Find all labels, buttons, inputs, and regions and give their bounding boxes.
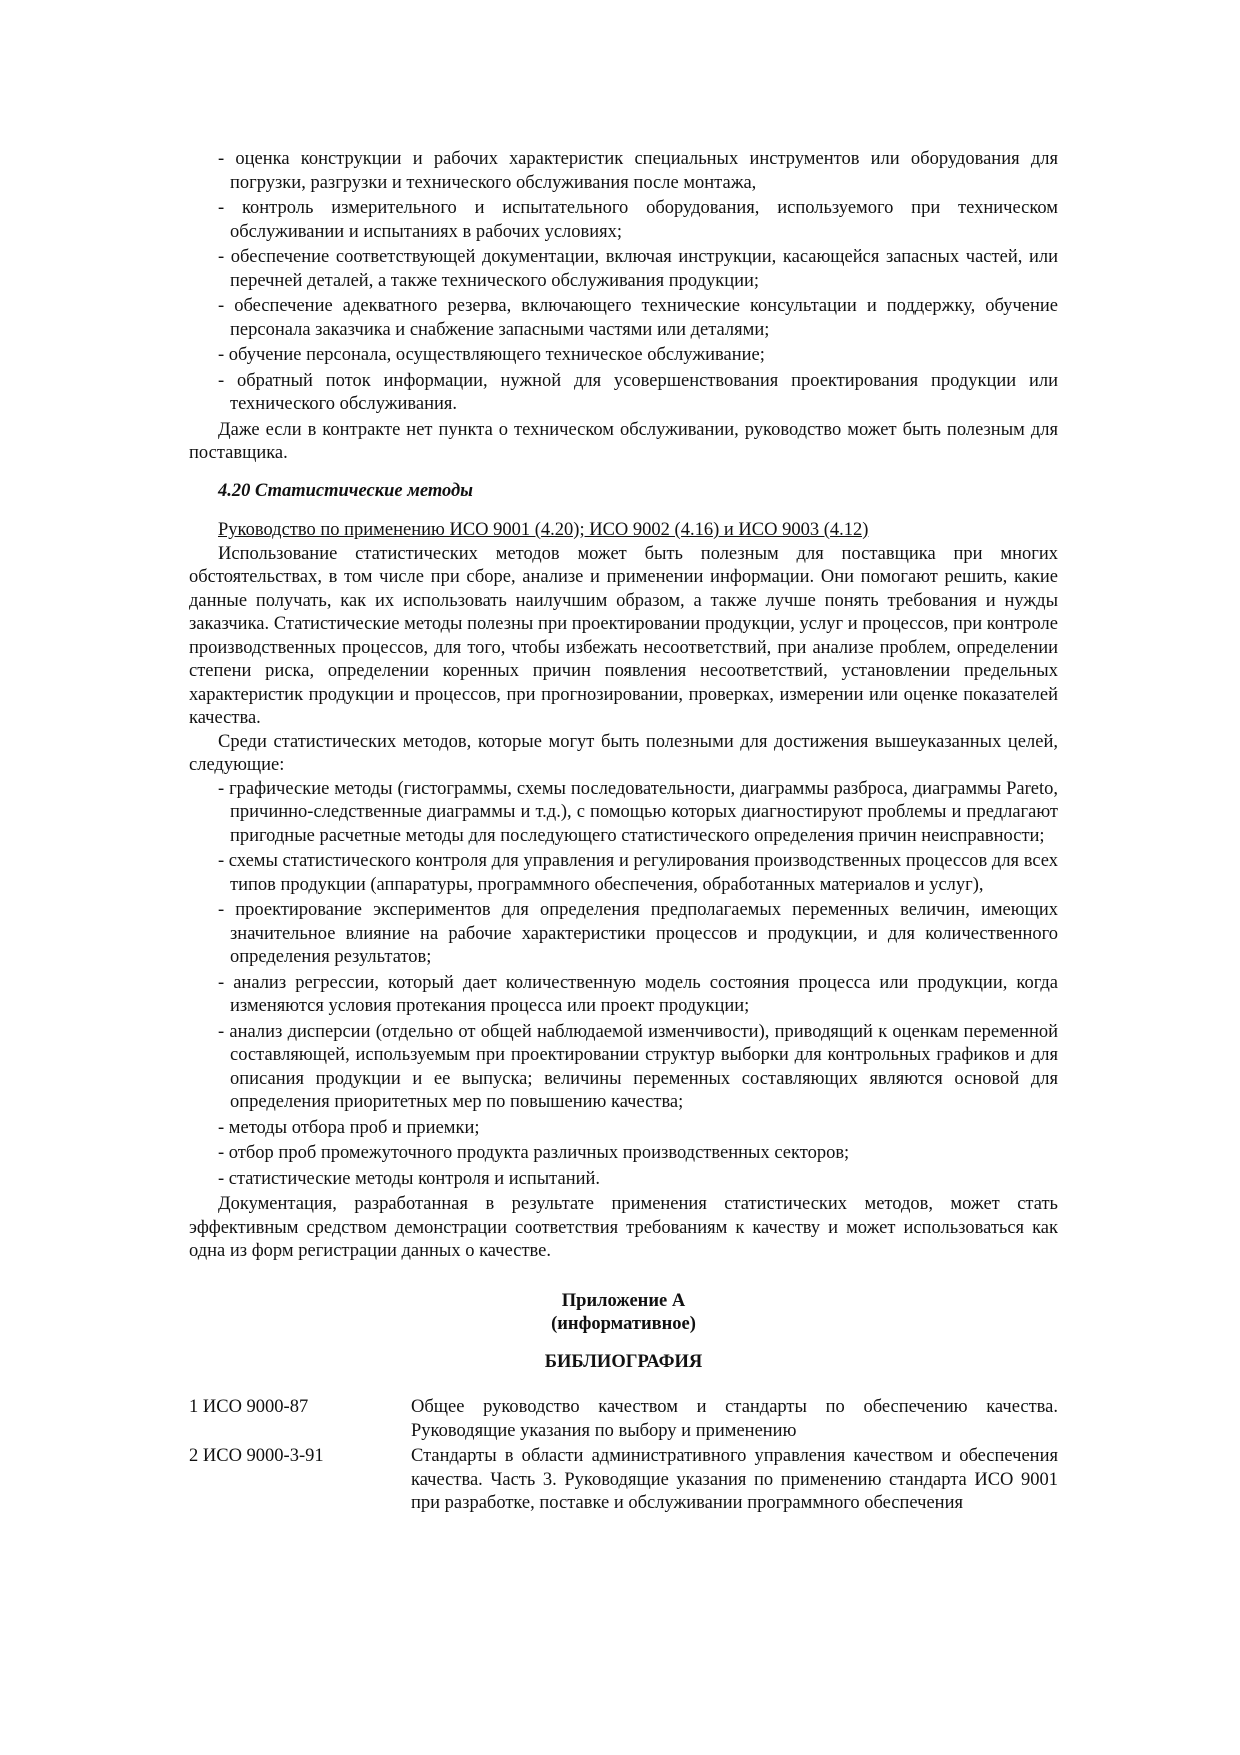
document-page xyxy=(189,148,1058,1518)
annex-title: Приложение А xyxy=(561,1290,686,1311)
bibliography-description: Стандарты в области административного управления качеством и обеспечения качества. Часть 3. Руководящие указания по применению стандарта ИСО 9001 при разработке, поставке и обслуживании программного обеспечения xyxy=(411,1446,1058,1513)
list-item: - анализ дисперсии (отдельно от общей наблюдаемой изменчивости), приводящий к оценкам переменной составляющей, используемым при проектировании структур выборки для контрольных графиков и для описания продукции и ее выпуска; величины переменных составляющих являются основой для определения приоритетных мер по повышению качества; xyxy=(218,1021,1058,1112)
list-item: - обеспечение соответствующей документации, включая инструкции, касающейся запасных частей, или перечней деталей, а также технического обслуживания продукции; xyxy=(218,247,1058,291)
list-item: - обратный поток информации, нужной для усовершенствования проектирования продукции или технического обслуживания. xyxy=(218,370,1058,414)
list-item: - проектирование экспериментов для определения предполагаемых переменных величин, имеющих значительное влияние на рабочие характеристики процессов и продукции, и для количественного определения результатов; xyxy=(218,900,1058,967)
bibliography-entry xyxy=(189,1445,1058,1516)
list-item: - схемы статистического контроля для управления и регулирования производственных процессов для всех типов продукции (аппаратуры, программного обеспечения, обработанных материалов и услуг), xyxy=(218,851,1058,895)
bibliography-heading: БИБЛИОГРАФИЯ xyxy=(544,1351,703,1372)
maintenance-list xyxy=(189,148,1058,417)
list-item: - обеспечение адекватного резерва, включающего технические консультации и поддержку, обучение персонала заказчика и снабжение запасными частями или деталями; xyxy=(218,296,1058,340)
bibliography-entry xyxy=(189,1396,1058,1443)
list-item: - оценка конструкции и рабочих характеристик специальных инструментов или оборудования для погрузки, разгрузки и технического обслуживания после монтажа, xyxy=(218,149,1058,193)
list-item: - отбор проб промежуточного продукта различных производственных секторов; xyxy=(218,1143,850,1163)
list-item: - обучение персонала, осуществляющего техническое обслуживание; xyxy=(218,345,765,365)
paragraph-contract: Даже если в контракте нет пункта о техническом обслуживании, руководство может быть полезным для поставщика. xyxy=(189,419,1058,463)
paragraph-documentation: Документация, разработанная в результате применения статистических методов, может стать эффективным средством демонстрации соответствия требованиям к качеству и может использоваться как одна из форм регистрации данных о качестве. xyxy=(189,1194,1058,1261)
list-item: - графические методы (гистограммы, схемы последовательности, диаграммы разброса, диаграммы Pareto, причинно-следственные диаграммы и т.д.), с помощью которых диагностируют проблемы и предлагают пригодные расчетные методы для последующего статистического определения причин неисправности; xyxy=(218,778,1058,846)
bibliography-description: Общее руководство качеством и стандарты по обеспечению качества. Руководящие указания по выбору и применению xyxy=(411,1397,1058,1441)
list-item: - методы отбора проб и приемки; xyxy=(218,1117,480,1138)
bibliography-ref: 1 ИСО 9000-87 xyxy=(189,1397,309,1417)
stat-methods-list xyxy=(189,778,1058,1192)
list-item: - контроль измерительного и испытательного оборудования, используемого при техническом обслуживании и испытаниях в рабочих условиях; xyxy=(218,198,1058,242)
bibliography-list xyxy=(189,1396,1058,1516)
bibliography-ref: 2 ИСО 9000-3-91 xyxy=(189,1446,324,1466)
list-item: - статистические методы контроля и испытаний. xyxy=(218,1168,601,1189)
paragraph-stat-use: Использование статистических методов может быть полезным для поставщика при многих обстоятельствах, в том числе при сборе, анализе и применении информации. Они помогают решить, какие данные получать, как их использовать наилучшим образом, а также лучше понять требования и нужды заказчика. Статистические методы полезны при проектировании продукции, услуг и процессов, при контроле производственных процессов, для того, чтобы избежать несоответствий, при анализе проблем, определении степени риска, определении коренных причин появления несоответствий, установлении предельных характеристик продукции и процессов, при прогнозировании, проверках, измерении или оценке показателей качества. xyxy=(189,543,1058,728)
section-heading: 4.20 Статистические методы xyxy=(218,480,474,501)
annex-subtitle: (информативное) xyxy=(551,1314,696,1334)
paragraph-stat-list-intro: Среди статистических методов, которые могут быть полезными для достижения вышеуказанных целей, следующие: xyxy=(189,731,1058,775)
list-item: - анализ регрессии, который дает количественную модель состояния процесса или продукции, когда изменяются условия протекания процесса или проект продукции; xyxy=(218,972,1058,1016)
guide-reference-link[interactable]: Руководство по применению ИСО 9001 (4.20); ИСО 9002 (4.16) и ИСО 9003 (4.12) xyxy=(218,520,869,540)
